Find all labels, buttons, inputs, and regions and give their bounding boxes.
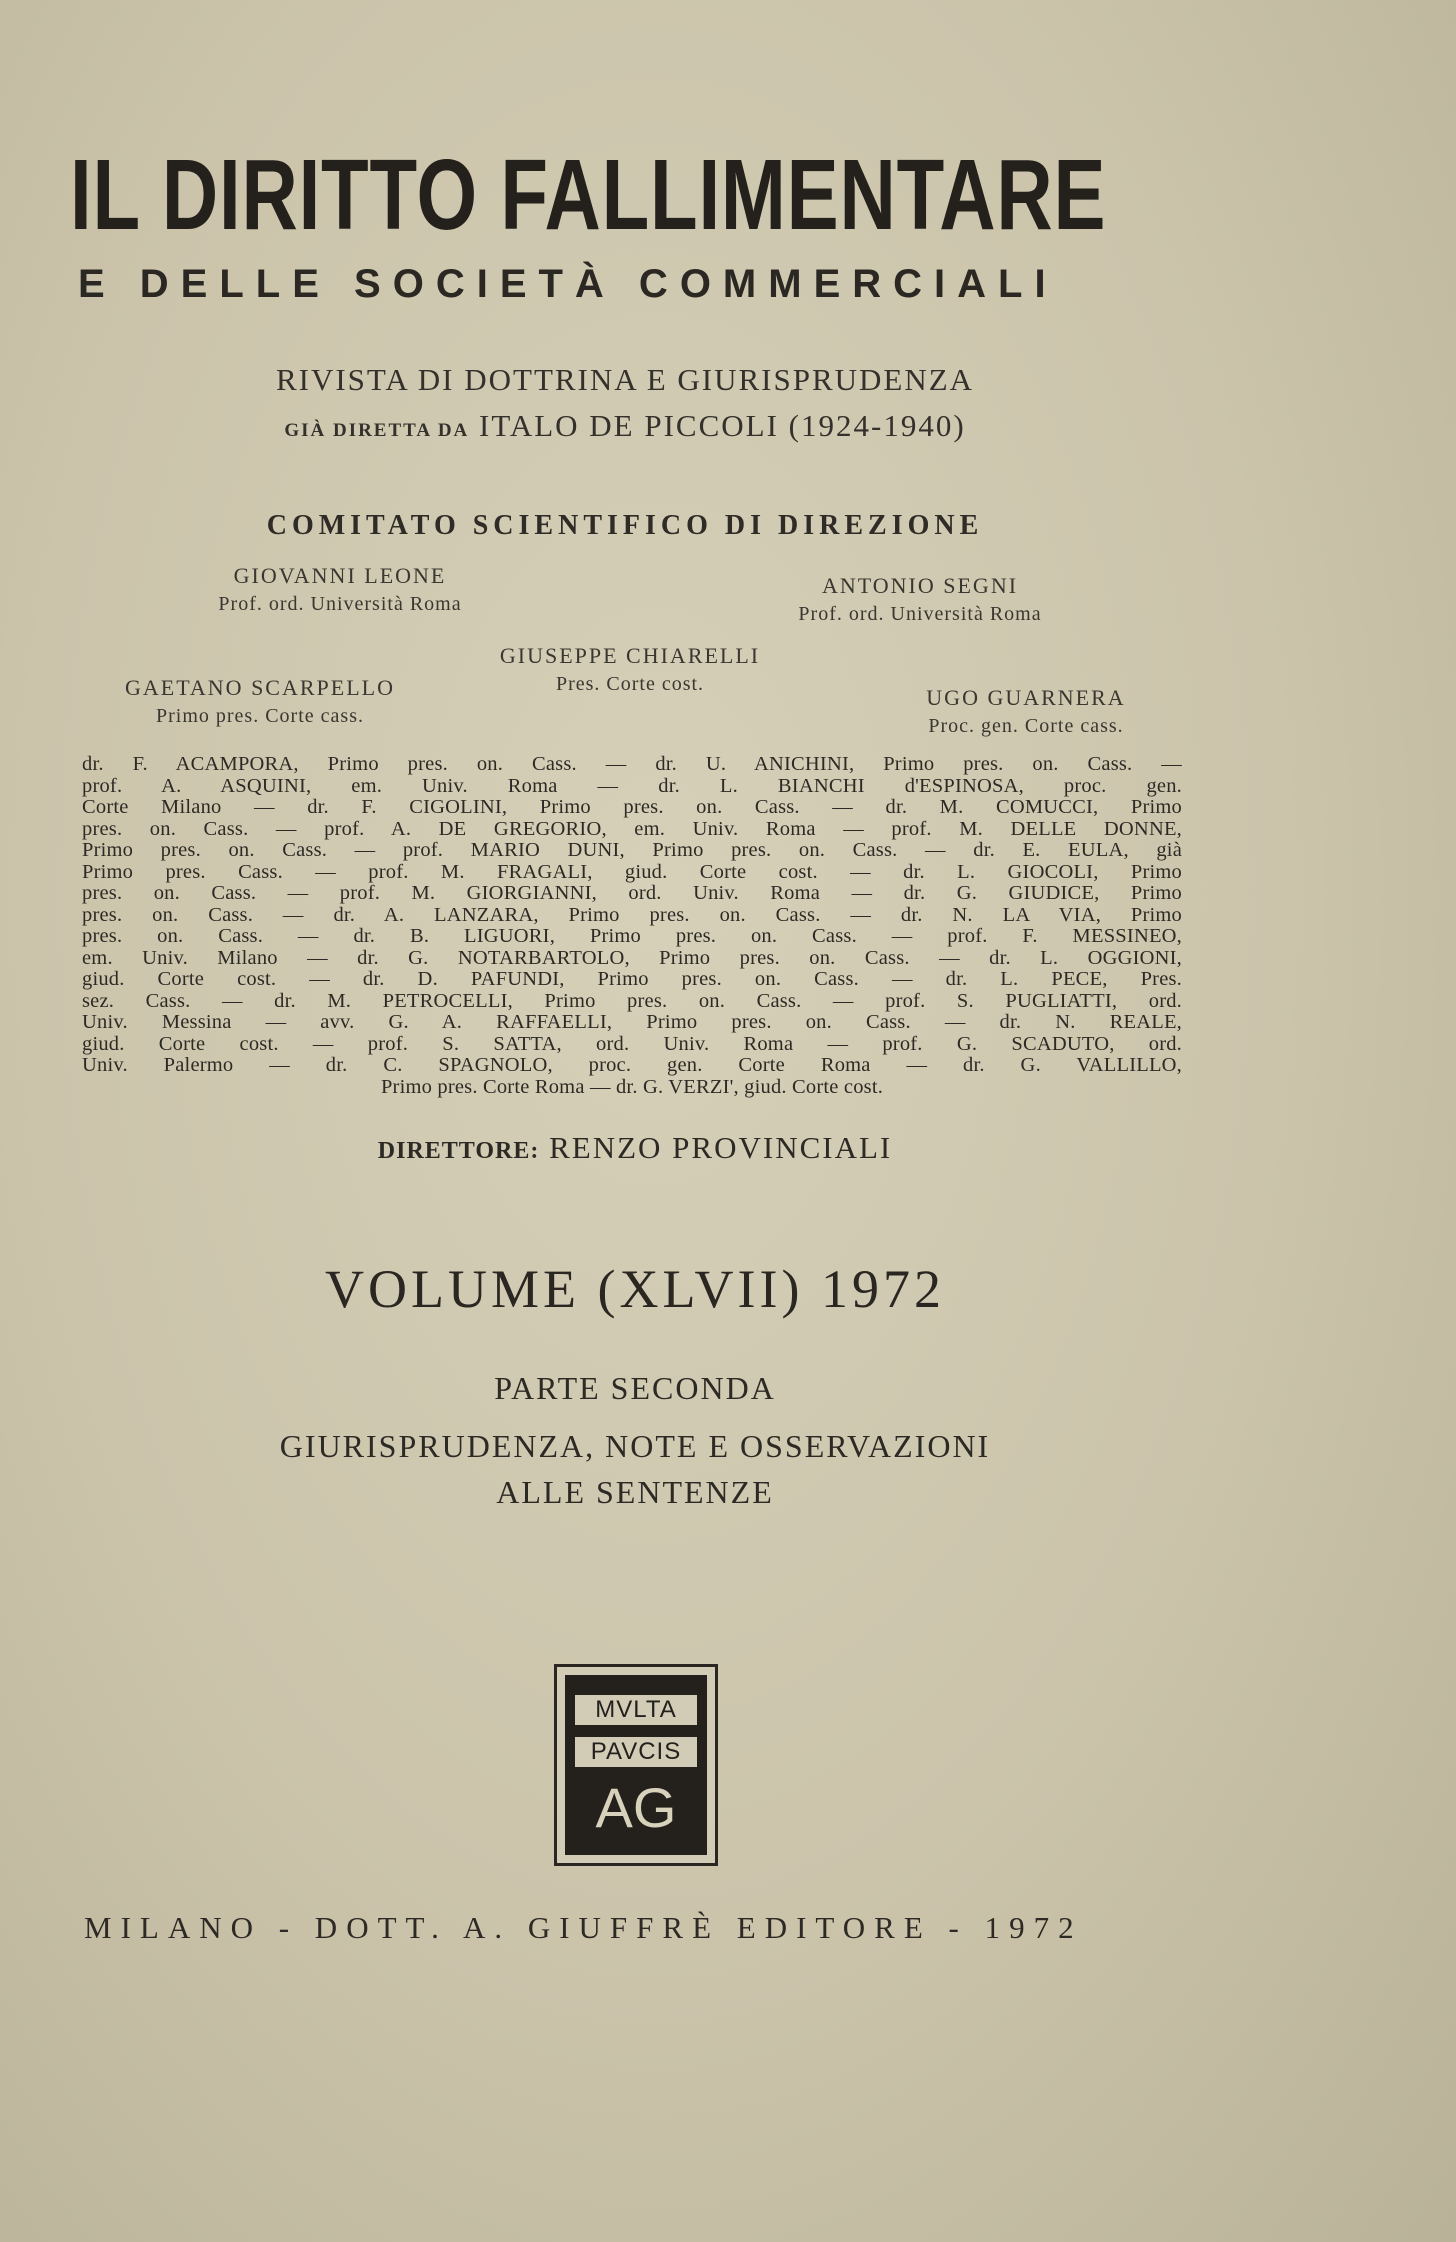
committee-member: [440, 642, 820, 698]
contributor-line: dr. F. ACAMPORA, Primo pres. on. Cass. — dr. U. ANICHINI, Primo pres. on. Cass. —: [82, 753, 1182, 775]
contributor-line: giud. Corte cost. — dr. D. PAFUNDI, Primo pres. on. Cass. — dr. L. PECE, Pres.: [82, 968, 1182, 990]
member-role: Prof. ord. Università Roma: [798, 603, 1042, 625]
member-role: Proc. gen. Corte cass.: [928, 715, 1124, 737]
committee-member: [730, 572, 1110, 628]
contributor-line: Primo pres. on. Cass. — prof. MARIO DUNI, Primo pres. on. Cass. — dr. E. EULA, già: [82, 839, 1182, 861]
contributor-line: Univ. Messina — avv. G. A. RAFFAELLI, Primo pres. on. Cass. — dr. N. REALE,: [82, 1011, 1182, 1033]
contributor-line: Primo pres. Corte Roma — dr. G. VERZI', giud. Corte cost.: [380, 1075, 884, 1098]
logo-initials: AG: [595, 1776, 677, 1839]
section-title-line2: ALLE SENTENZE: [496, 1474, 774, 1510]
section-title-line1: GIURISPRUDENZA, NOTE E OSSERVAZIONI: [279, 1428, 991, 1464]
logo-motto-line2: PAVCIS: [575, 1737, 697, 1767]
contributor-line: giud. Corte cost. — prof. S. SATTA, ord. Univ. Roma — prof. G. SCADUTO, ord.: [82, 1032, 1182, 1055]
contributors-list: [82, 754, 1182, 1098]
publisher-imprint: MILANO - DOTT. A. GIUFFRÈ EDITORE - 1972: [84, 1910, 1083, 1945]
volume-title: VOLUME (XLVII) 1972: [325, 1259, 945, 1319]
director-line: [0, 1130, 1270, 1166]
journal-subtitle: E DELLE SOCIETÀ COMMERCIALI: [78, 262, 1058, 306]
contributor-line: pres. on. Cass. — dr. B. LIGUORI, Primo pres. on. Cass. — prof. F. MESSINEO,: [82, 925, 1182, 947]
member-name: GIOVANNI LEONE: [233, 563, 447, 588]
director-label: DIRETTORE:: [377, 1138, 540, 1164]
founder-line: [0, 408, 1250, 444]
logo-motto-line1: MVLTA: [575, 1695, 697, 1725]
contributor-line: sez. Cass. — dr. M. PETROCELLI, Primo pres. on. Cass. — prof. S. PUGLIATTI, ord.: [82, 989, 1182, 1012]
committee-member: [150, 562, 530, 618]
contributor-line: pres. on. Cass. — dr. A. LANZARA, Primo pres. on. Cass. — dr. N. LA VIA, Primo: [82, 903, 1182, 926]
member-role: Prof. ord. Università Roma: [218, 593, 462, 615]
publisher-logo: [554, 1664, 718, 1866]
committee-title: COMITATO SCIENTIFICO DI DIREZIONE: [266, 510, 984, 541]
member-name: ANTONIO SEGNI: [821, 573, 1019, 598]
member-name: GIUSEPPE CHIARELLI: [499, 643, 761, 668]
journal-title: IL DIRITTO FALLIMENTARE: [70, 139, 1107, 251]
contributor-line: Primo pres. Cass. — prof. M. FRAGALI, giud. Corte cost. — dr. L. GIOCOLI, Primo: [82, 860, 1182, 883]
committee-member: [856, 684, 1196, 740]
committee-member: [80, 674, 440, 730]
founder-years: (1924-1940): [788, 408, 966, 443]
contributor-line: prof. A. ASQUINI, em. Univ. Roma — dr. L. BIANCHI d'ESPINOSA, proc. gen.: [82, 774, 1182, 797]
contributor-line: em. Univ. Milano — dr. G. NOTARBARTOLO, Primo pres. on. Cass. — dr. L. OGGIONI,: [82, 946, 1182, 969]
member-role: Primo pres. Corte cass.: [156, 705, 364, 727]
founder-name: ITALO DE PICCOLI: [479, 408, 779, 443]
director-name: RENZO PROVINCIALI: [549, 1130, 893, 1165]
member-name: UGO GUARNERA: [926, 685, 1126, 710]
contributor-line: pres. on. Cass. — prof. M. GIORGIANNI, ord. Univ. Roma — dr. G. GIUDICE, Primo: [82, 882, 1182, 904]
member-role: Pres. Corte cost.: [555, 673, 705, 695]
contributor-line: Corte Milano — dr. F. CIGOLINI, Primo pres. on. Cass. — dr. M. COMUCCI, Primo: [82, 796, 1182, 818]
founder-prefix: GIÀ DIRETTA DA: [284, 420, 470, 441]
logo-field: [565, 1675, 707, 1855]
member-name: GAETANO SCARPELLO: [125, 675, 395, 700]
journal-tagline: RIVISTA DI DOTTRINA E GIURISPRUDENZA: [275, 362, 975, 397]
part-title: PARTE SECONDA: [494, 1370, 776, 1406]
contributor-line: Univ. Palermo — dr. C. SPAGNOLO, proc. gen. Corte Roma — dr. G. VALLILLO,: [82, 1054, 1182, 1076]
contributor-line: pres. on. Cass. — prof. A. DE GREGORIO, em. Univ. Roma — prof. M. DELLE DONNE,: [82, 817, 1182, 840]
